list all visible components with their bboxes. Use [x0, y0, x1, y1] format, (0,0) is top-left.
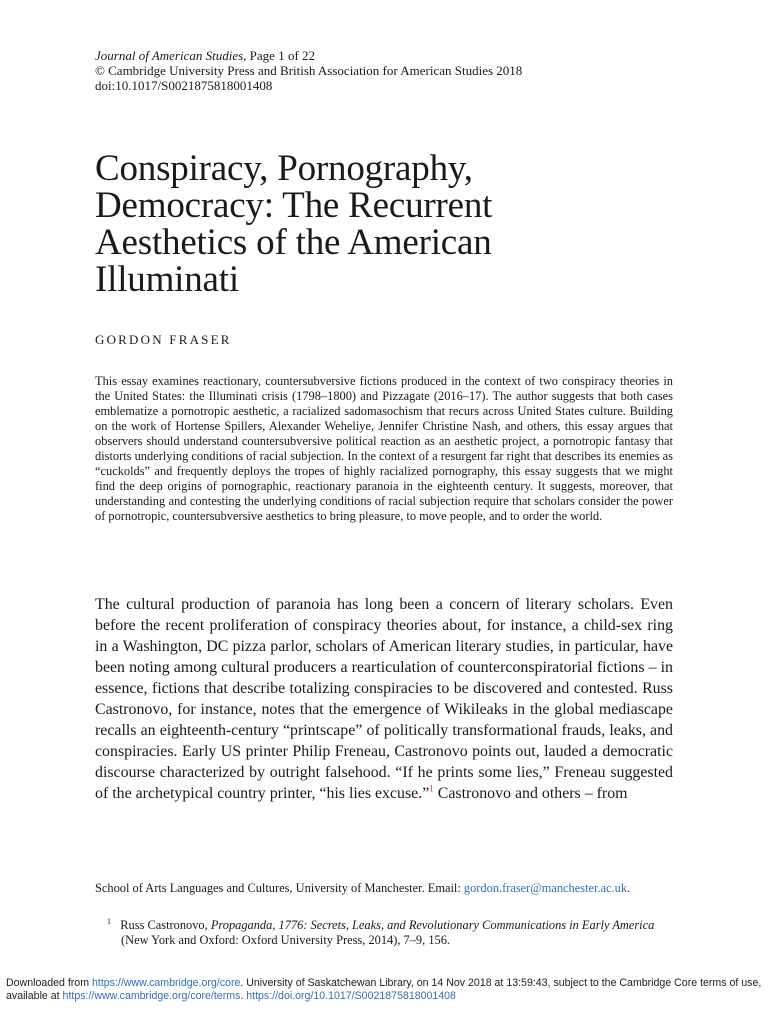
download-text-1: Downloaded from [6, 977, 92, 989]
terms-link[interactable]: https://www.cambridge.org/core/terms [62, 990, 241, 1002]
article-title [95, 150, 695, 298]
doi-link[interactable]: https://doi.org/10.1017/S0021875818001408 [246, 990, 456, 1002]
title-line: Democracy: The Recurrent [95, 185, 493, 226]
body-paragraph [95, 594, 673, 804]
journal-citation [95, 48, 695, 63]
journal-name: Journal of American Studies [95, 48, 244, 63]
footnote-details: (New York and Oxford: Oxford University Press, 2014), 7–9, 156. [121, 933, 451, 947]
download-text-2: . University of Saskatchewan Library, on 14 Nov 2018 at 13:59:43, subject to the Cambridge Core terms of use, available at [6, 977, 762, 1002]
download-notice [6, 977, 762, 1003]
download-text-3: . [240, 990, 247, 1002]
footnote-author: Russ Castronovo, [120, 918, 211, 932]
page-range: , Page 1 of 22 [243, 48, 316, 63]
abstract: This essay examines reactionary, countersubversive fictions produced in the context of two conspiracy theories in the United States: the Illuminati crisis (1798–1800) and Pizzagate (2016–17). The author suggests that both cases emblematize a pornotropic aesthetic, a racialized sadomasochism that recurs across United States culture. Building on the work of Hortense Spillers, Alexander Weheliye, Jennifer Christine Nash, and others, this essay argues that observers should understand countersubversive political reaction as an aesthetic project, a pornotropic fantasy that distorts underlying conditions of racial subjection. In the context of a resurgent far right that describes its enemies as “cuckolds” and frequently deploys the tropes of highly racialized pornography, this essay suggests that we might find the deep origins of pornographic, reactionary paranoia in the eighteenth century. It suggests, moreover, that understanding and contesting the underlying conditions of racial subjection require that scholars consider the power of pornotropic, countersubversive aesthetics to bring pleasure, to move people, and to order the world. [95, 374, 673, 523]
title-line: Illuminati [95, 259, 239, 300]
author-affiliation [95, 881, 673, 896]
footnote-book-title: Propaganda, 1776: Secrets, Leaks, and Revolutionary Communications in Early America [210, 918, 655, 932]
body-text-after: Castronovo and others – from [433, 785, 628, 802]
affiliation-period: . [627, 881, 631, 895]
body-text-before: The cultural production of paranoia has long been a concern of literary scholars. Even before the recent proliferation of conspiracy theories about, for instance, a child-sex ring in a Washington, DC pizza parlor, scholars of American literary studies, in particular, have been noting among cultural producers a rearticulation of counterconspiratorial fictions – in essence, fictions that describe totalizing conspiracies to be discovered and contested. Russ Castronovo, for instance, notes that the emergence of Wikileaks in the global mediascape recalls an eighteenth-century “printscape” of politically transformational frauds, leaks, and conspiracies. Early US printer Philip Freneau, Castronovo points out, lauded a democratic discourse characterized by outright falsehood. “If he prints some lies,” Freneau suggested of the archetypical country printer, “his lies excuse.” [95, 596, 673, 802]
email-link[interactable]: gordon.fraser@manchester.ac.uk [463, 881, 628, 895]
title-line: Aesthetics of the American [95, 222, 492, 263]
journal-header [95, 48, 695, 93]
doi-line: doi:10.1017/S0021875818001408 [95, 78, 273, 93]
footnote-number: 1 [107, 916, 111, 926]
copyright-line: © Cambridge University Press and British Association for American Studies 2018 [95, 63, 523, 78]
title-line: Conspiracy, Pornography, [95, 148, 473, 189]
author-name: GORDON FRASER [95, 332, 232, 347]
footnote-reference-link[interactable]: 1 [429, 783, 434, 794]
cambridge-core-link[interactable]: https://www.cambridge.org/core [91, 977, 241, 989]
footnote-1 [95, 918, 673, 948]
affiliation-text: School of Arts Languages and Cultures, University of Manchester. Email: [95, 881, 464, 895]
